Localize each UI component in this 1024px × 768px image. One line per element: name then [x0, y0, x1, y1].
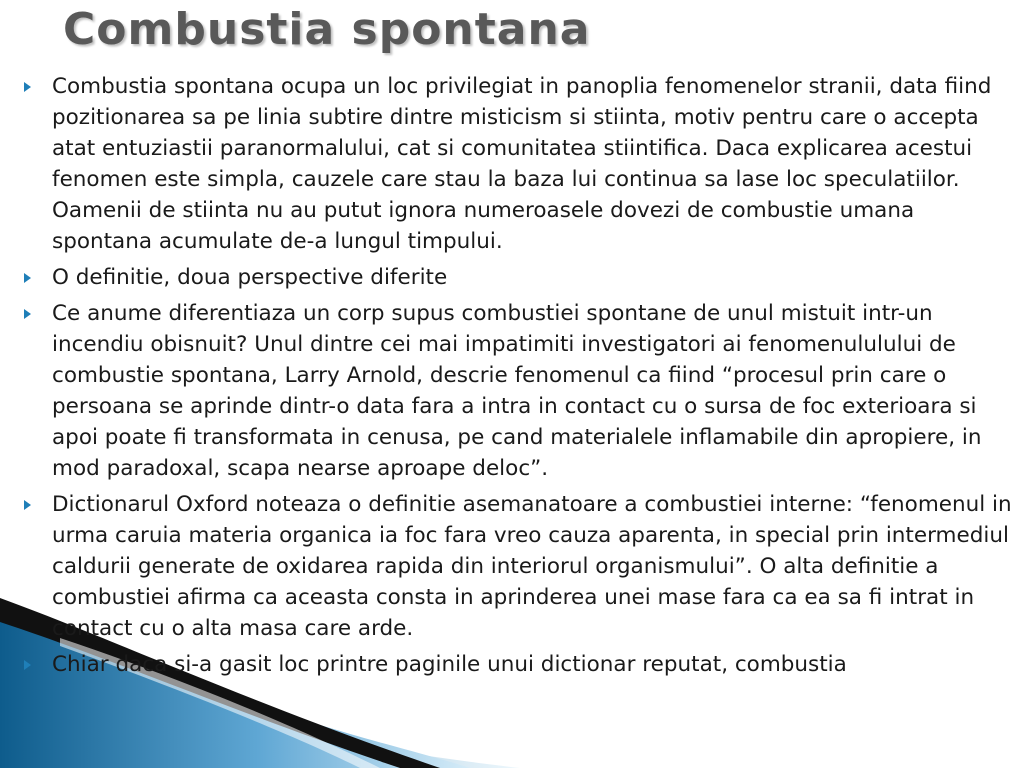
- bullet-text: Dictionarul Oxford noteaza o definitie asemanatoare a combustiei interne: “fenomenul in urma caruia materia organica ia foc fara vreo cauza aparenta, in special prin intermediul caldurii generate de oxidarea rapida din interiorul organismului”. O alta definitie a combustiei afirma ca aceasta consta in aprinderea unei mase fara ca ea sa fi intrat in contact cu o alta masa care arde.: [52, 492, 1012, 641]
- bullet-item: [18, 489, 1018, 644]
- triangle-right-icon: [24, 660, 31, 670]
- bullet-list: [18, 71, 1018, 685]
- slide-title: Combustia spontana: [63, 4, 591, 55]
- triangle-right-icon: [24, 82, 31, 92]
- bullet-item: [18, 298, 1018, 484]
- triangle-right-icon: [24, 309, 31, 319]
- bullet-text: Chiar daca si-a gasit loc printre paginile unui dictionar reputat, combustia: [52, 652, 847, 677]
- bullet-item: [18, 649, 1018, 680]
- bullet-item: [18, 262, 1018, 293]
- triangle-right-icon: [24, 500, 31, 510]
- bullet-text: Ce anume diferentiaza un corp supus combustiei spontane de unul mistuit intr-un incendiu obisnuit? Unul dintre cei mai impatimiti investigatori ai fenomenululului de combustie spontana, Larry Arnold, descrie fenomenul ca fiind “procesul prin care o persoana se aprinde dintr-o data fara a intra in contact cu o sursa de foc exterioara si apoi poate fi transformata in cenusa, pe cand materialele inflamabile din apropiere, in mod paradoxal, scapa nearse aproape deloc”.: [52, 301, 982, 481]
- bullet-item: [18, 71, 1018, 257]
- bullet-text: O definitie, doua perspective diferite: [52, 265, 448, 290]
- triangle-right-icon: [24, 273, 31, 283]
- bullet-text: Combustia spontana ocupa un loc privilegiat in panoplia fenomenelor stranii, data fiind pozitionarea sa pe linia subtire dintre misticism si stiinta, motiv pentru care o accepta atat entuziastii paranormalului, cat si comunitatea stiintifica. Daca explicarea acestui fenomen este simpla, cauzele care stau la baza lui continua sa lase loc speculatiilor. Oamenii de stiinta nu au putut ignora numeroasele dovezi de combustie umana spontana acumulate de-a lungul timpului.: [52, 74, 992, 254]
